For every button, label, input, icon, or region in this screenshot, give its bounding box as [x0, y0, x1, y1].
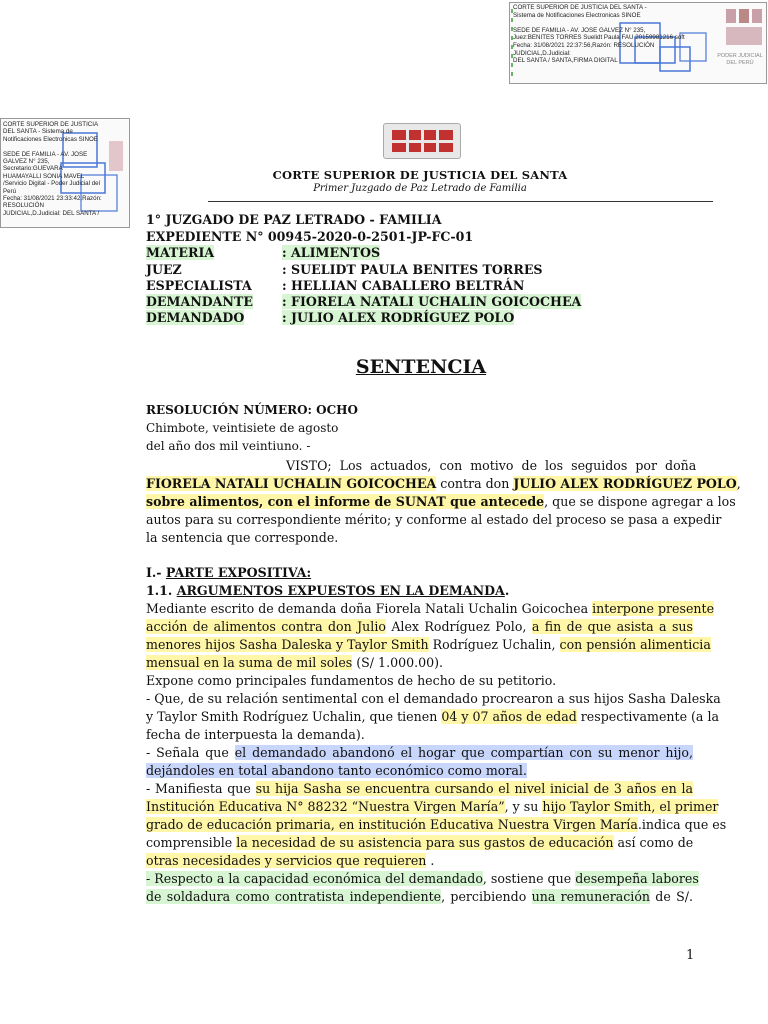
p1-highlight: interpone presente	[592, 601, 715, 616]
visto-sunat: sobre alimentos, con el informe de SUNAT que antecede	[146, 494, 545, 509]
p5-highlight: otras necesidades y servicios que requieren	[146, 853, 427, 868]
p6-text: , percibiendo	[441, 889, 532, 904]
court-name: CORTE SUPERIOR DE JUSTICIA DEL SANTA	[272, 168, 568, 182]
section-1-prefix: I.-	[146, 565, 166, 580]
p5-highlight: su hija Sasha se encuentra cursando el nivel inicial de 3 años en la	[255, 781, 693, 796]
visto-contra: contra don	[436, 476, 514, 491]
materia-label: MATERIA	[146, 245, 215, 260]
p4-text: - Señala que	[146, 745, 235, 760]
p1-text: Alex Rodríguez Polo,	[385, 619, 532, 634]
p5-highlight: Institución Educativa N° 88232 “Nuestra Virgen María”	[146, 799, 505, 814]
p5-highlight: grado de educación primaria, en institución Educativa Nuestra Virgen María	[146, 817, 638, 832]
digital-signature-stamp-left	[0, 118, 130, 228]
visto-line-5: la sentencia que corresponde.	[146, 530, 339, 545]
visto-line-3	[146, 494, 736, 509]
p4-line-1	[146, 745, 693, 760]
section-1-heading	[146, 565, 693, 580]
p5-line-3	[146, 817, 727, 832]
poder-judicial-label: PODER JUDICIAL DEL PERÚ	[717, 53, 763, 66]
demandante-name: FIORELA NATALI UCHALIN GOICOCHEA	[146, 476, 437, 491]
p6-highlight: desempeña labores	[575, 871, 699, 886]
p5-text: .	[426, 853, 435, 868]
resolucion: RESOLUCIÓN NÚMERO: OCHO	[146, 403, 358, 417]
p5-line-2	[146, 799, 719, 814]
visto-line-4: autos para su correspondiente mérito; y conforme al estado del proceso se pasa a expedir	[146, 512, 722, 527]
page-number: 1	[686, 948, 695, 963]
p3-line-3: fecha de interpuesta la demanda).	[146, 727, 365, 742]
p1-line-4	[146, 655, 693, 670]
p1-text: Rodríguez Uchalin,	[428, 637, 560, 652]
p5-highlight: hijo Taylor Smith, el primer	[542, 799, 719, 814]
court-logo-icon	[384, 124, 460, 158]
section-11-prefix: 1.1.	[146, 583, 177, 598]
p3-highlight: 04 y 07 años de edad	[441, 709, 577, 724]
demandado-value: : JULIO ALEX RODRÍGUEZ POLO	[282, 310, 515, 325]
p5-text: - Manifiesta que	[146, 781, 256, 796]
document-title: SENTENCIA	[355, 356, 487, 378]
demandado-name: JULIO ALEX RODRÍGUEZ POLO	[513, 476, 737, 491]
p1-text: (S/ 1.000.00).	[352, 655, 444, 670]
section-1-title: PARTE EXPOSITIVA:	[165, 565, 312, 580]
p1-highlight: a fin de que asista a sus	[531, 619, 693, 634]
demandante-value: : FIORELA NATALI UCHALIN GOICOCHEA	[282, 294, 582, 309]
p6-text: de S/.	[650, 889, 693, 904]
p6-highlight: una remuneración	[531, 889, 651, 904]
p6-highlight: de soldadura como contratista independiente	[146, 889, 442, 904]
p1-line-3	[146, 637, 711, 652]
court-line: 1° JUZGADO DE PAZ LETRADO - FAMILIA	[146, 212, 442, 227]
p3-line-1: - Que, de su relación sentimental con el demandado procrearon a sus hijos Sasha Daleska	[146, 691, 721, 706]
digital-signature-stamp-top	[509, 2, 767, 84]
p5-text: .indica que es	[637, 817, 727, 832]
stamp-top-text: CORTE SUPERIOR DE JUSTICIA DEL SANTA - Sistema de Notificaciones Electronicas SINOE SEDE DE FAMILIA - AV. JOSE GALVEZ N° 235, Juez:BENITES TORRES Suelidt Paula FAU 20159981216 soft Fecha: 31/08/2021 22:37:56,Razón: RESOLUCIÓN JUDICIAL,D.Judicial: DEL SANTA / SANTA,FIRMA DIGITAL	[513, 4, 685, 65]
section-11-suffix: .	[504, 583, 510, 598]
section-11-title: ARGUMENTOS EXPUESTOS EN LA DEMANDA	[176, 583, 505, 598]
p6-text: , sostiene que	[482, 871, 576, 886]
p2-line: Expone como principales fundamentos de hecho de su petitorio.	[146, 673, 557, 688]
header-rule	[208, 201, 713, 202]
p6-line-1	[146, 871, 699, 886]
expediente: EXPEDIENTE N° 00945-2020-0-2501-JP-FC-01	[146, 229, 474, 244]
p1-highlight: menores hijos Sasha Daleska y Taylor Smith	[146, 637, 429, 652]
juez-value: : SUELIDT PAULA BENITES TORRES	[282, 262, 543, 277]
especialista-value: : HELLIAN CABALLERO BELTRÁN	[282, 278, 525, 293]
p1-highlight: con pensión alimenticia	[559, 637, 711, 652]
p4-highlight: dejándoles en total abandono tanto económico como moral.	[146, 763, 527, 778]
p4-line-2	[146, 763, 693, 778]
visto-agregar: , que se dispone agregar a los	[544, 494, 736, 509]
visto-comma: ,	[736, 476, 741, 491]
demandante-label: DEMANDANTE	[146, 294, 253, 309]
especialista-label: ESPECIALISTA	[146, 278, 252, 293]
juez-label: JUEZ	[146, 262, 182, 277]
visto-line-1: VISTO; Los actuados, con motivo de los seguidos por doña	[286, 458, 697, 473]
p3-text: y Taylor Smith Rodríguez Uchalin, que tienen	[146, 709, 442, 724]
p3-text: respectivamente (a la	[576, 709, 719, 724]
p1-line-2	[146, 619, 693, 634]
p5-line-5	[146, 853, 693, 868]
section-11-heading	[146, 583, 693, 598]
p5-text: , y su	[504, 799, 543, 814]
p1-line-1	[146, 601, 715, 616]
court-subtitle: Primer Juzgado de Paz Letrado de Familia	[313, 183, 527, 194]
date-line-1: Chimbote, veintisiete de agosto	[146, 421, 339, 435]
p4-highlight: el demandado abandonó el hogar que compartían con su menor hijo,	[234, 745, 693, 760]
p5-highlight: la necesidad de su asistencia para sus gastos de educación	[236, 835, 614, 850]
p1-text: Mediante escrito de demanda doña Fiorela Natali Uchalin Goicochea	[146, 601, 593, 616]
materia-value: : ALIMENTOS	[282, 245, 381, 260]
p3-line-2	[146, 709, 719, 724]
court-logo	[383, 123, 461, 159]
p1-highlight: acción de alimentos contra don Julio	[146, 619, 386, 634]
date-line-2: del año dos mil veintiuno. -	[146, 439, 311, 453]
poder-judicial-logo	[717, 7, 764, 79]
p5-text: así como de	[613, 835, 694, 850]
p5-line-4	[146, 835, 693, 850]
visto-line-2	[146, 476, 741, 491]
p1-highlight: mensual en la suma de mil soles	[146, 655, 353, 670]
p6-highlight: - Respecto a la capacidad económica del demandado	[146, 871, 483, 886]
p5-text: comprensible	[146, 835, 237, 850]
demandado-label: DEMANDADO	[146, 310, 245, 325]
p6-line-2	[146, 889, 693, 904]
p5-line-1	[146, 781, 693, 796]
stamp-left-text: CORTE SUPERIOR DE JUSTICIA DEL SANTA - Sistema de Notificaciones Electronicas SINOE SEDE DE FAMILIA - AV. JOSE GALVEZ N° 235, Secretario:GUEVARA HUAMAYALLI SONIA MAVEL /Servicio Digital - Poder Judicial del Perú Fecha: 31/08/2021 23:33:42,Razón: RESOLUCIÓN JUDICIAL,D.Judicial: DEL SANTA /	[3, 121, 102, 217]
